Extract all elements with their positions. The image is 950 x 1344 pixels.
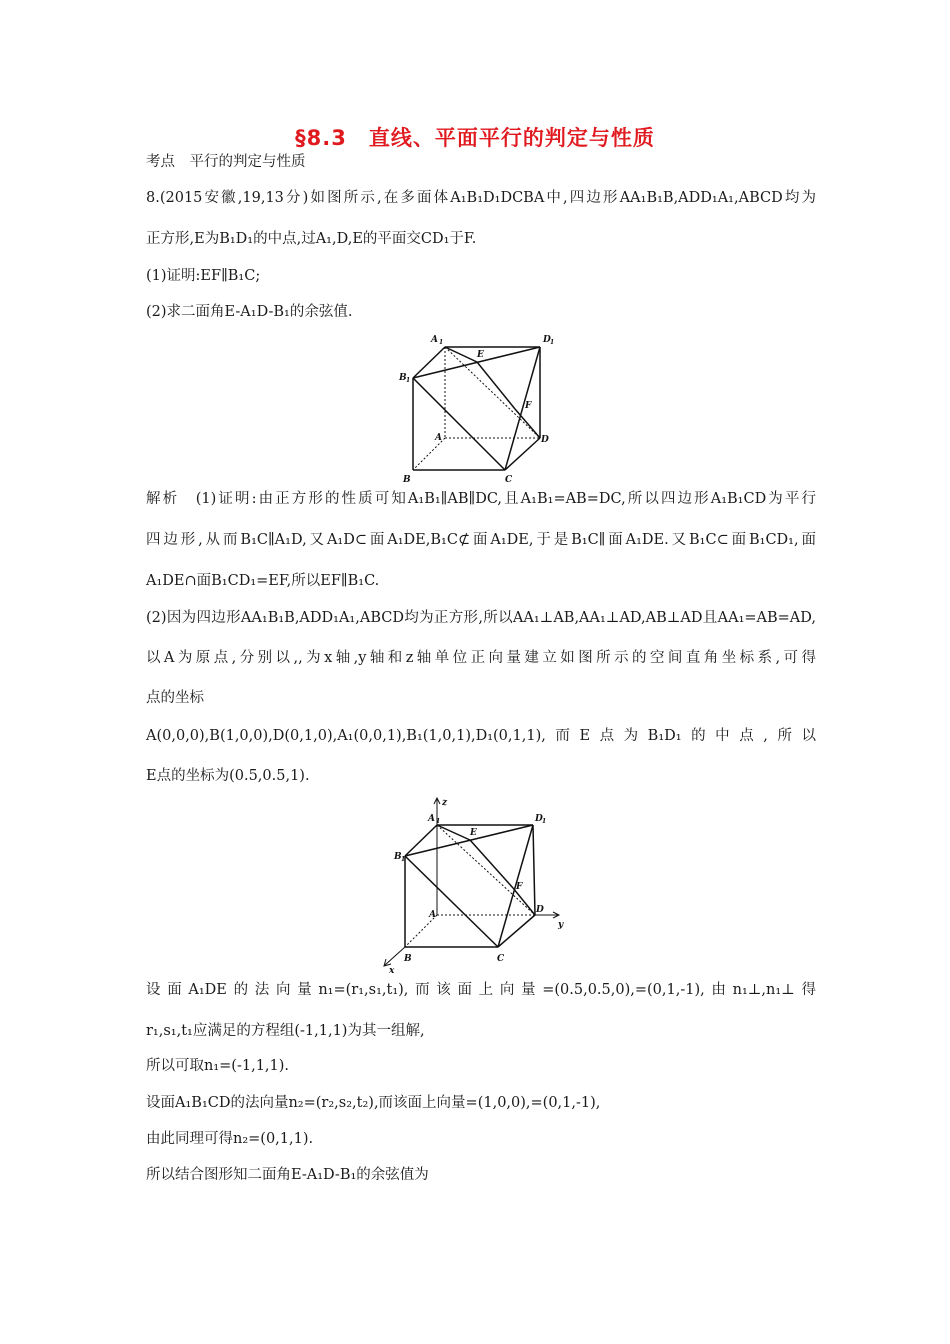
- solution-line-11: 所以可取n₁=(-1,1,1).: [146, 1058, 290, 1074]
- axis-y-label: y: [558, 920, 564, 930]
- solution-line-12: 设面A₁B₁CD的法向量n₂=(r₂,s₂,t₂),而该面上向量=(1,0,0),=(0,1,-1),: [146, 1095, 601, 1111]
- question-1: (1)证明:EF∥B₁C;: [146, 268, 261, 284]
- label-D: D: [536, 905, 544, 915]
- solution-line-7: A(0,0,0),B(1,0,0),D(0,1,0),A₁(0,0,1),B₁(1,0,1),D₁(0,1,1),而E点为B₁D₁的中点,所以: [146, 728, 816, 744]
- label-C: C: [505, 475, 513, 485]
- figure-1-polyhedron: [395, 330, 565, 488]
- figure-2-coordinate-system: [380, 795, 580, 977]
- solution-line-5: 以A为原点,分别以,,为x轴,y轴和z轴单位正向量建立如图所示的空间直角坐标系,可得: [146, 650, 816, 666]
- label-E: E: [477, 350, 484, 360]
- label-A1-sub: 1: [439, 339, 444, 346]
- solution-line-6: 点的坐标: [146, 690, 204, 706]
- solution-line-4: (2)因为四边形AA₁B₁B,ADD₁A₁,ABCD均为正方形,所以AA₁⊥AB,AA₁⊥AD,AB⊥AD且AA₁=AB=AD,: [146, 610, 816, 626]
- label-B: B: [404, 954, 412, 964]
- label-D1-sub: 1: [542, 818, 547, 825]
- problem-line-1: 8.(2015安徽,19,13分)如图所示,在多面体A₁B₁D₁DCBA中,四边形AA₁B₁B,ADD₁A₁,ABCD均为: [146, 190, 816, 206]
- label-D1: D: [543, 335, 551, 345]
- label-B1: B: [399, 373, 407, 383]
- label-F: F: [525, 401, 532, 411]
- solution-line-3: A₁DE∩面B₁CD₁=EF,所以EF∥B₁C.: [146, 573, 380, 589]
- label-A: A: [435, 433, 442, 443]
- problem-line-2: 正方形,E为B₁D₁的中点,过A₁,D,E的平面交CD₁于F.: [146, 231, 477, 247]
- label-B: B: [403, 475, 411, 485]
- label-B1-sub: 1: [406, 377, 411, 384]
- label-A: A: [429, 910, 436, 920]
- solution-line-13: 由此同理可得n₂=(0,1,1).: [146, 1131, 314, 1147]
- page-title: §8.3 直线、平面平行的判定与性质: [295, 126, 655, 150]
- label-D: D: [541, 435, 549, 445]
- question-2: (2)求二面角E-A₁D-B₁的余弦值.: [146, 304, 353, 320]
- label-D1: D: [535, 814, 543, 824]
- label-D1-sub: 1: [550, 339, 555, 346]
- label-A1-sub: 1: [436, 818, 441, 825]
- label-A1: A: [431, 335, 438, 345]
- axis-z-label: z: [442, 798, 448, 808]
- label-A1: A: [428, 814, 435, 824]
- label-B1: B: [394, 852, 402, 862]
- section-heading: 考点 平行的判定与性质: [146, 154, 306, 170]
- label-C: C: [497, 954, 505, 964]
- solution-line-8: E点的坐标为(0.5,0.5,1).: [146, 768, 310, 784]
- solution-line-14: 所以结合图形知二面角E-A₁D-B₁的余弦值为: [146, 1167, 429, 1183]
- solution-line-10: r₁,s₁,t₁应满足的方程组(-1,1,1)为其一组解,: [146, 1023, 425, 1039]
- solution-line-1: 解析 (1)证明:由正方形的性质可知A₁B₁∥AB∥DC,且A₁B₁=AB=DC,所以四边形A₁B₁CD为平行: [146, 491, 816, 507]
- solution-line-2: 四边形,从而B₁C∥A₁D,又A₁D⊂面A₁DE,B₁C⊄面A₁DE,于是B₁C∥面A₁DE.又B₁C⊂面B₁CD₁,面: [146, 532, 816, 548]
- label-F: F: [516, 882, 523, 892]
- solution-line-9: 设面A₁DE的法向量n₁=(r₁,s₁,t₁),而该面上向量=(0.5,0.5,0),=(0,1,-1),由n₁⊥,n₁⊥得: [146, 982, 816, 998]
- label-B1-sub: 1: [401, 856, 406, 863]
- axis-x-label: x: [389, 966, 395, 976]
- label-E: E: [470, 828, 477, 838]
